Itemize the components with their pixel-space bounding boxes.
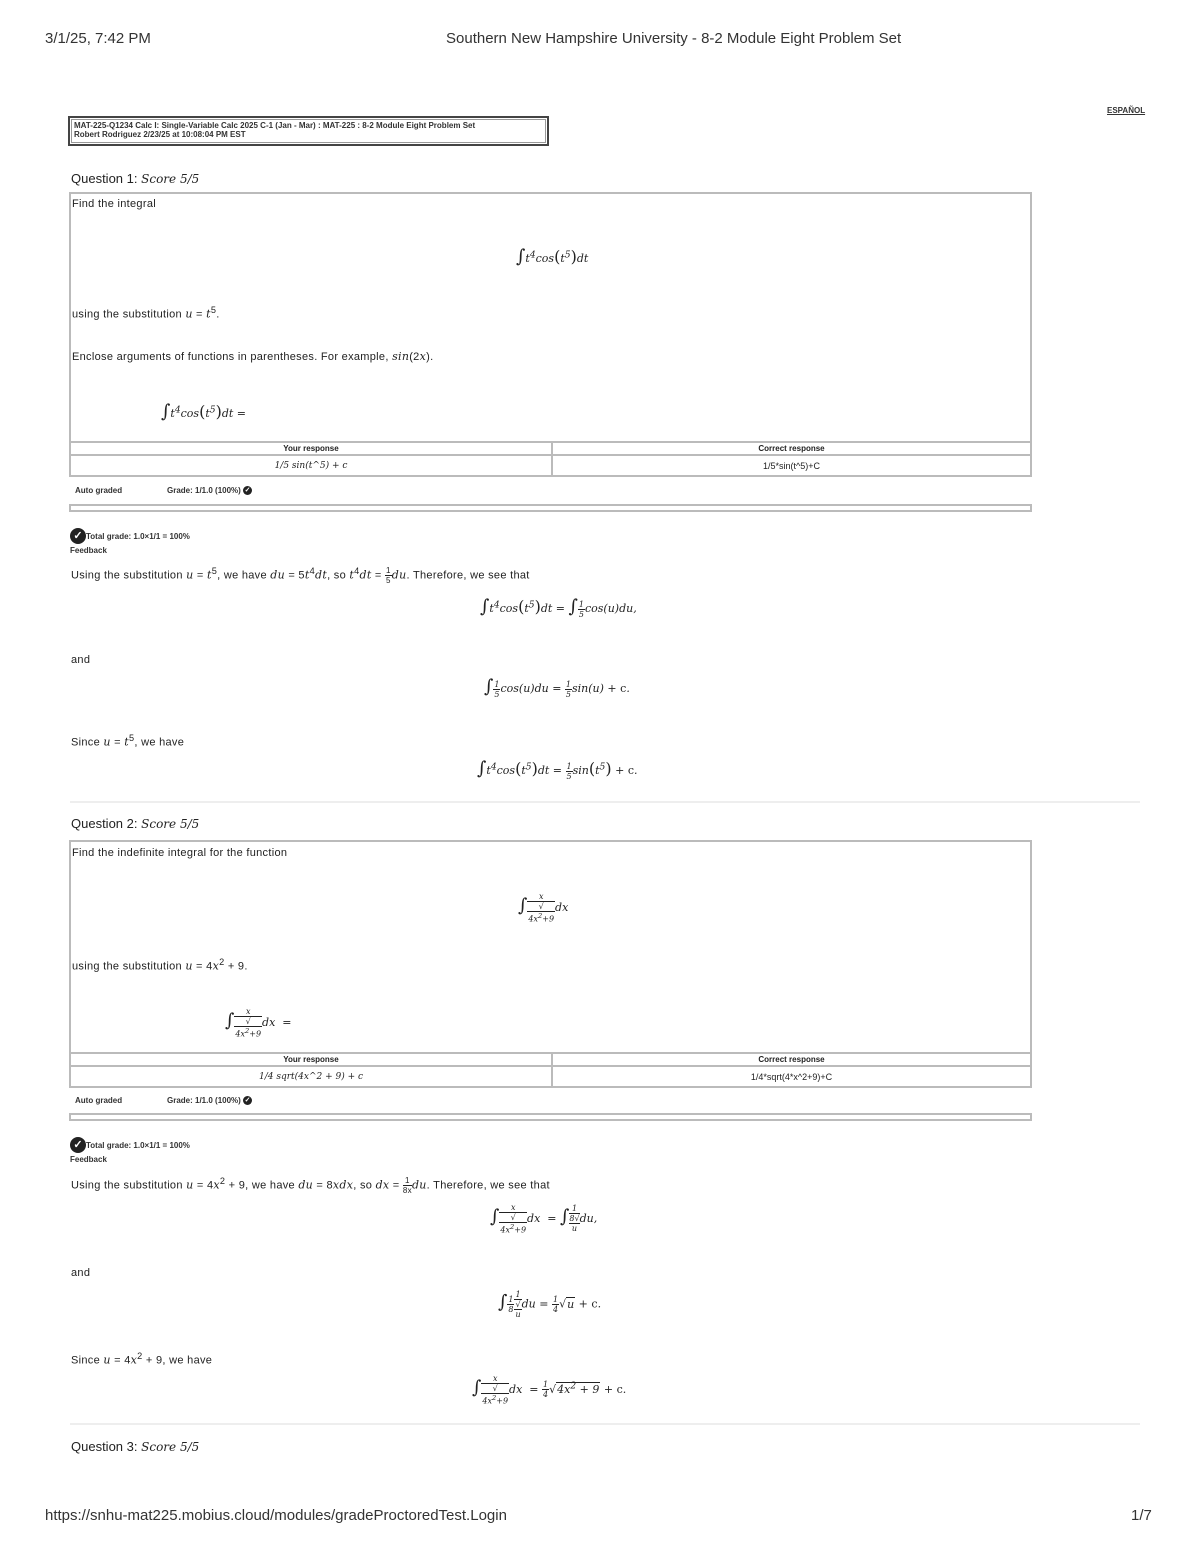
q2-fb-eq2: ∫ $\frac{1}{8}$ 1 √ u du = $\frac{1}{4}$ √u + c. — [498, 1290, 602, 1319]
q1-progress-bar — [69, 504, 1032, 512]
q1-title: Question 1: — [71, 171, 138, 186]
q1-integral: $\int t^4\cos(t^5)dt$ — [516, 246, 589, 267]
q2-integral: ∫ x √ $4x^2+9$ dx — [518, 892, 569, 924]
page-number: 1/7 — [1131, 1507, 1152, 1524]
q2-using-label: using the substitution — [72, 960, 182, 973]
q1-substitution: using the substitution $u = t^5$. — [72, 305, 220, 321]
q1-fb-eq2: ∫ $\frac{1}{5}$ cos(u)du = $\frac{1}{5}$ sin(u) + c. — [484, 676, 630, 699]
q2-feedback-label: Feedback — [70, 1155, 107, 1164]
q1-fb-and: and — [71, 654, 91, 666]
q2-correct-response: 1/4*sqrt(4*x^2+9)+C — [552, 1066, 1031, 1087]
course-info-line1: MAT-225-Q1234 Calc I: Single-Variable Calc 2025 C-1 (Jan - Mar) : MAT-225 : 8-2 Module Eight Problem Set — [74, 121, 476, 130]
q1-response-table — [69, 441, 1032, 477]
q2-fb-text-d: . Therefore, we see that — [426, 1179, 550, 1192]
q2-fb-since-b: we have — [169, 1354, 213, 1367]
q2-grade-text: Grade: 1/1.0 (100%) — [167, 1096, 241, 1105]
q1-total-grade — [70, 528, 190, 544]
q1-total-grade-text: Total grade: 1.0×1/1 = 100% — [86, 532, 190, 542]
q1-fb-text-d: . Therefore, we see that — [406, 569, 530, 582]
question-3-title — [71, 1439, 199, 1454]
q2-feedback-intro: Using the substitution $u = 4x^2 + 9$, we have du = 8xdx, so dx = $\frac{1}{8x}$ du. Therefore, we see that — [71, 1176, 550, 1196]
q1-feedback-label: Feedback — [70, 546, 107, 555]
q2-grade — [167, 1096, 252, 1105]
check-circle-icon: ✓ — [244, 487, 251, 495]
language-link[interactable]: ESPAÑOL — [1107, 106, 1146, 115]
q2-fb-and: and — [71, 1267, 91, 1279]
q2-correct-response-header: Correct response — [552, 1053, 1031, 1066]
page-url: https://snhu-mat225.mobius.cloud/modules/gradeProctoredTest.Login — [45, 1507, 507, 1524]
q2-title: Question 2: — [71, 816, 138, 831]
q1-fb-since-b: we have — [141, 736, 185, 749]
q2-fb-text-a: Using the substitution — [71, 1179, 183, 1192]
q1-fb-since-a: Since — [71, 736, 101, 749]
q2-total-grade — [70, 1137, 190, 1153]
q2-auto-graded: Auto graded — [75, 1096, 123, 1105]
q2-your-response: 1/4 sqrt(4x^2 + 9) + c — [70, 1066, 552, 1087]
q1-grade — [167, 486, 252, 495]
q1-fb-text-b: we have — [223, 569, 267, 582]
print-timestamp: 3/1/25, 7:42 PM — [45, 30, 151, 47]
q1-correct-response-header: Correct response — [552, 442, 1031, 455]
q2-fb-since-a: Since — [71, 1354, 101, 1367]
q2-answer-prompt: ∫ x √ $4x^2+9$ dx = — [225, 1007, 292, 1039]
q1-using-label: using the substitution — [72, 308, 182, 321]
q2-progress-bar — [69, 1113, 1032, 1121]
q1-your-response: 1/5 sin(t^5) + c — [70, 455, 552, 476]
separator — [70, 1423, 1140, 1425]
q2-total-grade-text: Total grade: 1.0×1/1 = 100% — [86, 1141, 190, 1151]
q2-score: Score 5/5 — [141, 817, 200, 831]
q2-response-table — [69, 1052, 1032, 1088]
q1-auto-graded: Auto graded — [75, 486, 123, 495]
course-info-box — [68, 116, 549, 146]
q1-grade-text: Grade: 1/1.0 (100%) — [167, 486, 241, 495]
q3-title: Question 3: — [71, 1439, 138, 1454]
q1-feedback-intro: Using the substitution $u = t^5$, we have du = $5t^4dt$, so $t^4dt$ = $\frac{1}{5}$ du. Therefore, we see that — [71, 566, 530, 586]
q1-fb-text-c: so — [333, 569, 346, 582]
q3-score: Score 5/5 — [141, 1440, 200, 1454]
separator — [70, 801, 1140, 803]
q1-enclose-label: Enclose arguments of functions in parentheses. For example, — [72, 351, 389, 363]
course-info-line2: Robert Rodriguez 2/23/25 at 10:08:04 PM EST — [74, 130, 246, 139]
q1-prompt: Find the integral — [72, 198, 156, 210]
q1-answer-prompt: $\int t^4\cos(t^5)dt$ = — [161, 401, 247, 422]
q2-fb-eq1: ∫ x √ $4x^2+9$ dx = ∫ 1 8√ u du, — [490, 1203, 598, 1235]
q2-fb-text-c: so — [360, 1179, 373, 1192]
question-1-title — [71, 171, 199, 186]
q2-prompt: Find the indefinite integral for the function — [72, 847, 288, 859]
q1-enclose-note: Enclose arguments of functions in parentheses. For example, sin(2x). — [72, 350, 434, 363]
q1-fb-eq1: $\int t^4\cos(t^5)dt$ = ∫ $\frac{1}{5}$ cos(u)du, — [480, 596, 637, 619]
check-circle-icon: ✓ — [70, 1137, 86, 1153]
check-circle-icon: ✓ — [70, 528, 86, 544]
q2-substitution: using the substitution $u = 4x^2 + 9$. — [72, 957, 248, 973]
question-2-title — [71, 816, 199, 831]
q1-fb-text-a: Using the substitution — [71, 569, 183, 582]
page-title: Southern New Hampshire University - 8-2 Module Eight Problem Set — [446, 30, 902, 47]
q1-fb-since: Since $u = t^5$, we have — [71, 733, 185, 749]
q1-score: Score 5/5 — [141, 172, 200, 186]
q2-fb-since: Since $u = 4x^2 + 9$, we have — [71, 1351, 213, 1367]
q2-your-response-header: Your response — [70, 1053, 552, 1066]
q1-your-response-header: Your response — [70, 442, 552, 455]
check-circle-icon: ✓ — [244, 1097, 251, 1105]
q2-fb-text-b: we have — [251, 1179, 295, 1192]
q1-fb-eq3: $\int t^4\cos(t^5)dt$ = $\frac{1}{5}$ $\sin(t^5) + c$. — [477, 758, 638, 781]
q1-correct-response: 1/5*sin(t^5)+C — [552, 455, 1031, 476]
q2-fb-eq3: ∫ x √ $4x^2+9$ dx = $\frac{1}{4}$ $√4x^2 + 9 + c$. — [472, 1374, 627, 1406]
question-2-box — [69, 840, 1032, 1054]
